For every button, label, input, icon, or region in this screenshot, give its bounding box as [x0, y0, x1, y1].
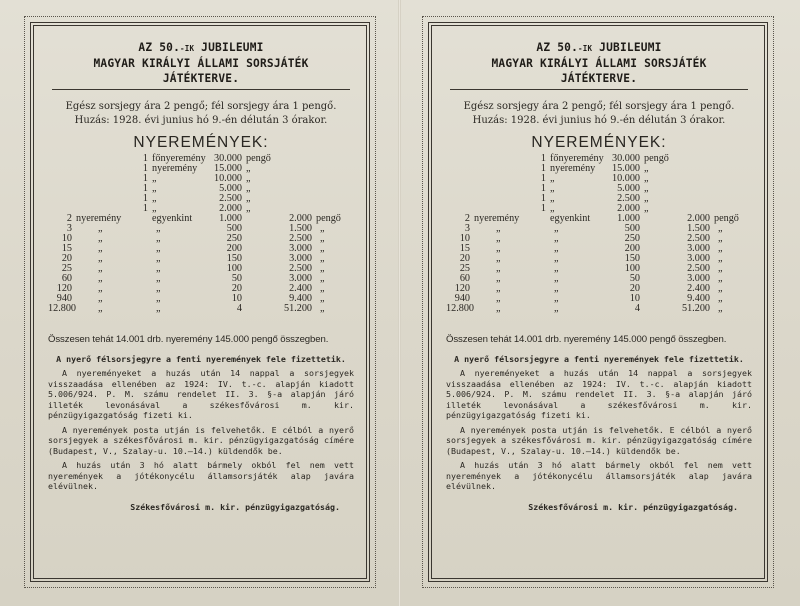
prize-total: 1.500	[289, 223, 312, 234]
prize-unit: „	[246, 183, 251, 194]
prize-total: 2.400	[687, 283, 710, 294]
prize-each: „	[554, 293, 559, 304]
prize-count: 15	[61, 243, 72, 254]
prize-label: „	[98, 233, 103, 244]
prize-unit: pengő	[316, 213, 341, 224]
prize-count: 1	[142, 203, 148, 214]
prize-label: „	[496, 243, 501, 254]
prize-amount: 10	[629, 293, 640, 304]
prize-amount: 200	[624, 243, 640, 254]
prize-amount: 2.000	[617, 203, 640, 214]
prize-count: 1	[142, 173, 148, 184]
prize-row	[48, 184, 354, 194]
title-line-1: AZ 50.-IK JUBILEUMI	[536, 41, 662, 54]
prize-amount: 50	[231, 273, 242, 284]
prize-unit: pengő	[246, 153, 271, 164]
prize-label: főnyeremény	[550, 153, 604, 164]
prize-amount: 10.000	[213, 173, 242, 184]
prizes-heading: NYEREMÉNYEK:	[531, 134, 667, 151]
prize-label: nyeremény	[76, 213, 122, 224]
page-right	[428, 22, 768, 582]
prize-count: 1	[142, 163, 148, 174]
signature: Székesfővárosi m. kir. pénzügyigazgatóság.	[528, 501, 738, 512]
prize-total: 2.000	[289, 213, 312, 224]
prize-unit: „	[718, 253, 723, 264]
prize-row	[446, 154, 752, 164]
prize-total: 3.000	[289, 273, 312, 284]
prize-row	[48, 194, 354, 204]
prize-each: „	[554, 273, 559, 284]
prize-count: 25	[61, 263, 72, 274]
prize-unit: „	[246, 203, 251, 214]
prize-label: főnyeremény	[152, 153, 206, 164]
prize-each: „	[156, 233, 161, 244]
prize-amount: 200	[226, 243, 242, 254]
half-ticket-note: A nyerő félsorsjegyre a fenti nyeremények fele fizettetik.	[454, 354, 744, 364]
prize-table	[48, 154, 354, 330]
prize-count: 1	[540, 193, 546, 204]
prize-label: „	[98, 263, 103, 274]
prize-row	[446, 194, 752, 204]
paragraph-2: A nyeremények posta utján is felvehetők. E célból a nyerő sorsjegyek a székesfővárosi m. kir. pénzügyigazgatóság címére (Budapest, V., Szalay-u. 10.—14.) küldendők be.	[48, 424, 354, 456]
prize-row	[446, 174, 752, 184]
prize-total: 3.000	[289, 243, 312, 254]
prize-label: „	[496, 293, 501, 304]
prize-unit: „	[320, 273, 325, 284]
prize-label: „	[152, 183, 157, 194]
prize-total: 3.000	[687, 243, 710, 254]
prize-amount: 10	[231, 293, 242, 304]
prize-label: nyeremény	[474, 213, 520, 224]
prize-unit: „	[718, 263, 723, 274]
prize-label: nyeremény	[152, 163, 198, 174]
prize-count: 2	[66, 213, 72, 224]
prize-label: „	[152, 173, 157, 184]
prize-count: 2	[464, 213, 470, 224]
prize-total: 1.500	[687, 223, 710, 234]
prize-total: 9.400	[687, 293, 710, 304]
prize-unit: „	[718, 303, 723, 314]
prize-label: „	[98, 283, 103, 294]
prize-label: „	[496, 233, 501, 244]
prize-label: „	[98, 303, 103, 314]
prize-row	[48, 154, 354, 164]
paragraph-1: A nyereményeket a huzás után 14 nappal a sorsjegyek visszaadása ellenében az 1924: IV. t.-c. alapján kiadott 5.006/924. P. M. számu rendelet II. 3. §-a alapján járó illeték levonásával a székesfővárosi m. kir. pénzügyigazgatóság fizeti ki.	[446, 368, 752, 420]
prize-unit: „	[320, 233, 325, 244]
prize-unit: „	[246, 193, 251, 204]
prize-amount: 5.000	[617, 183, 640, 194]
prize-each: „	[554, 303, 559, 314]
prize-row	[446, 184, 752, 194]
prize-label: „	[152, 193, 157, 204]
prize-count: 3	[66, 223, 72, 234]
prize-total: 3.000	[289, 253, 312, 264]
prize-label: „	[496, 283, 501, 294]
title-line-2: MAGYAR KIRÁLYI ÁLLAMI SORSJÁTÉK JÁTÉKTERVE.	[52, 56, 350, 90]
prize-total: 9.400	[289, 293, 312, 304]
prize-unit: „	[320, 263, 325, 274]
prize-count: 25	[459, 263, 470, 274]
prize-count: 20	[459, 253, 470, 264]
prize-unit: „	[320, 303, 325, 314]
prize-each: „	[156, 303, 161, 314]
prize-unit: „	[644, 203, 649, 214]
prize-count: 12.800	[48, 303, 77, 314]
paragraph-1: A nyereményeket a huzás után 14 nappal a sorsjegyek visszaadása ellenében az 1924: IV. t.-c. alapján kiadott 5.006/924. P. M. számu rendelet II. 3. §-a alapján járó illeték levonásával a székesfővárosi m. kir. pénzügyigazgatóság fizeti ki.	[48, 368, 354, 420]
prize-label: „	[98, 243, 103, 254]
prize-label: „	[98, 253, 103, 264]
prize-label: „	[496, 223, 501, 234]
prize-each: „	[156, 253, 161, 264]
total-line: Összesen tehát 14.001 drb. nyeremény 145.000 pengő összegben.	[446, 334, 727, 345]
prize-each: „	[156, 273, 161, 284]
prize-each: „	[554, 253, 559, 264]
price-line: Egész sorsjegy ára 2 pengő; fél sorsjegy ára 1 pengő.	[65, 101, 337, 112]
prize-amount: 2.500	[617, 193, 640, 204]
paragraph-3: A huzás után 3 hó alatt bármely okból fel nem vett nyeremények a jótékonycélu államsorsjáték alap javára elévülnek.	[48, 460, 354, 491]
prize-amount: 250	[624, 233, 640, 244]
prize-count: 940	[56, 293, 72, 304]
prize-amount: 2.000	[219, 203, 242, 214]
prize-unit: „	[320, 283, 325, 294]
half-ticket-note: A nyerő félsorsjegyre a fenti nyeremények fele fizettetik.	[56, 354, 346, 364]
prize-each: „	[554, 223, 559, 234]
prize-total: 2.500	[289, 263, 312, 274]
prize-amount: 500	[226, 223, 242, 234]
prize-unit: pengő	[714, 213, 739, 224]
total-line: Összesen tehát 14.001 drb. nyeremény 145.000 pengő összegben.	[48, 334, 329, 345]
prize-count: 10	[459, 233, 470, 244]
prize-table	[446, 154, 752, 330]
prize-unit: „	[718, 293, 723, 304]
prize-unit: „	[718, 273, 723, 284]
prize-label: „	[496, 263, 501, 274]
prize-row	[48, 304, 354, 314]
prize-each: „	[156, 293, 161, 304]
prize-count: 1	[540, 173, 546, 184]
prize-count: 60	[459, 273, 470, 284]
prize-amount: 20	[629, 283, 640, 294]
prize-amount: 50	[629, 273, 640, 284]
prize-count: 3	[464, 223, 470, 234]
signature: Székesfővárosi m. kir. pénzügyigazgatóság.	[130, 501, 340, 512]
title-line-2: MAGYAR KIRÁLYI ÁLLAMI SORSJÁTÉK JÁTÉKTERVE.	[450, 56, 748, 90]
prize-count: 60	[61, 273, 72, 284]
prize-total: 2.500	[289, 233, 312, 244]
prize-unit: „	[320, 253, 325, 264]
prize-amount: 1.000	[617, 213, 640, 224]
prize-label: „	[550, 193, 555, 204]
prize-total: 2.000	[687, 213, 710, 224]
prize-total: 2.500	[687, 263, 710, 274]
center-fold	[398, 0, 401, 606]
prize-amount: 15.000	[213, 163, 242, 174]
prize-unit: „	[320, 223, 325, 234]
prize-count: 20	[61, 253, 72, 264]
prize-each: „	[554, 243, 559, 254]
prize-each: „	[554, 233, 559, 244]
prize-count: 940	[454, 293, 470, 304]
prize-unit: „	[718, 233, 723, 244]
draw-line: Huzás: 1928. évi junius hó 9.-én délután 3 órakor.	[472, 115, 726, 126]
prize-unit: „	[644, 193, 649, 204]
prize-row	[48, 174, 354, 184]
prize-amount: 30.000	[213, 153, 242, 164]
prize-total: 3.000	[687, 253, 710, 264]
prize-amount: 4	[634, 303, 640, 314]
prize-unit: „	[718, 283, 723, 294]
prize-count: 15	[459, 243, 470, 254]
price-line: Egész sorsjegy ára 2 pengő; fél sorsjegy ára 1 pengő.	[463, 101, 735, 112]
prize-label: „	[550, 173, 555, 184]
draw-line: Huzás: 1928. évi junius hó 9.-én délután 3 órakor.	[74, 115, 328, 126]
prize-label: „	[550, 203, 555, 214]
prize-label: „	[98, 223, 103, 234]
prize-label: „	[496, 253, 501, 264]
prize-each: egyenkint	[550, 213, 591, 224]
prize-each: „	[554, 263, 559, 274]
prize-amount: 250	[226, 233, 242, 244]
prize-count: 1	[540, 203, 546, 214]
prize-amount: 30.000	[611, 153, 640, 164]
prize-amount: 100	[226, 263, 242, 274]
page-left	[30, 22, 370, 582]
prize-unit: pengő	[644, 153, 669, 164]
prize-amount: 150	[226, 253, 242, 264]
prize-total: 3.000	[687, 273, 710, 284]
prize-each: „	[554, 283, 559, 294]
prize-amount: 1.000	[219, 213, 242, 224]
prize-unit: „	[644, 183, 649, 194]
prize-label: „	[550, 183, 555, 194]
prize-label: „	[496, 303, 501, 314]
paragraph-2: A nyeremények posta utján is felvehetők. E célból a nyerő sorsjegyek a székesfővárosi m. kir. pénzügyigazgatóság címére (Budapest, V., Szalay-u. 10.—14.) küldendők be.	[446, 424, 752, 456]
prize-unit: „	[246, 173, 251, 184]
prize-unit: „	[320, 293, 325, 304]
prize-amount: 10.000	[611, 173, 640, 184]
prize-unit: „	[718, 243, 723, 254]
prize-amount: 15.000	[611, 163, 640, 174]
prize-count: 120	[454, 283, 470, 294]
prize-count: 1	[142, 193, 148, 204]
prize-each: „	[156, 283, 161, 294]
prize-row	[48, 164, 354, 174]
prize-count: 1	[142, 183, 148, 194]
prize-total: 2.400	[289, 283, 312, 294]
prize-label: „	[496, 273, 501, 284]
prize-label: „	[98, 293, 103, 304]
prize-label: „	[98, 273, 103, 284]
prize-count: 10	[61, 233, 72, 244]
prize-total: 51.200	[681, 303, 710, 314]
prize-count: 1	[142, 153, 148, 164]
prize-each: „	[156, 263, 161, 274]
prize-count: 1	[540, 153, 546, 164]
prize-amount: 100	[624, 263, 640, 274]
prize-amount: 150	[624, 253, 640, 264]
prizes-heading: NYEREMÉNYEK:	[133, 134, 269, 151]
prize-count: 1	[540, 163, 546, 174]
prize-unit: „	[320, 243, 325, 254]
title-line-1: AZ 50.-IK JUBILEUMI	[138, 41, 264, 54]
prize-amount: 20	[231, 283, 242, 294]
prize-count: 120	[56, 283, 72, 294]
prize-unit: „	[644, 173, 649, 184]
prize-count: 12.800	[446, 303, 475, 314]
prize-count: 1	[540, 183, 546, 194]
prize-amount: 5.000	[219, 183, 242, 194]
prize-each: egyenkint	[152, 213, 193, 224]
prize-total: 51.200	[283, 303, 312, 314]
paragraph-3: A huzás után 3 hó alatt bármely okból fel nem vett nyeremények a jótékonycélu államsorsjáték alap javára elévülnek.	[446, 460, 752, 491]
prize-label: nyeremény	[550, 163, 596, 174]
prize-each: „	[156, 243, 161, 254]
prize-unit: „	[644, 163, 649, 174]
prize-total: 2.500	[687, 233, 710, 244]
prize-unit: „	[246, 163, 251, 174]
prize-amount: 4	[236, 303, 242, 314]
prize-each: „	[156, 223, 161, 234]
prize-amount: 500	[624, 223, 640, 234]
prize-row	[446, 164, 752, 174]
prize-amount: 2.500	[219, 193, 242, 204]
prize-row	[446, 304, 752, 314]
prize-label: „	[152, 203, 157, 214]
prize-unit: „	[718, 223, 723, 234]
